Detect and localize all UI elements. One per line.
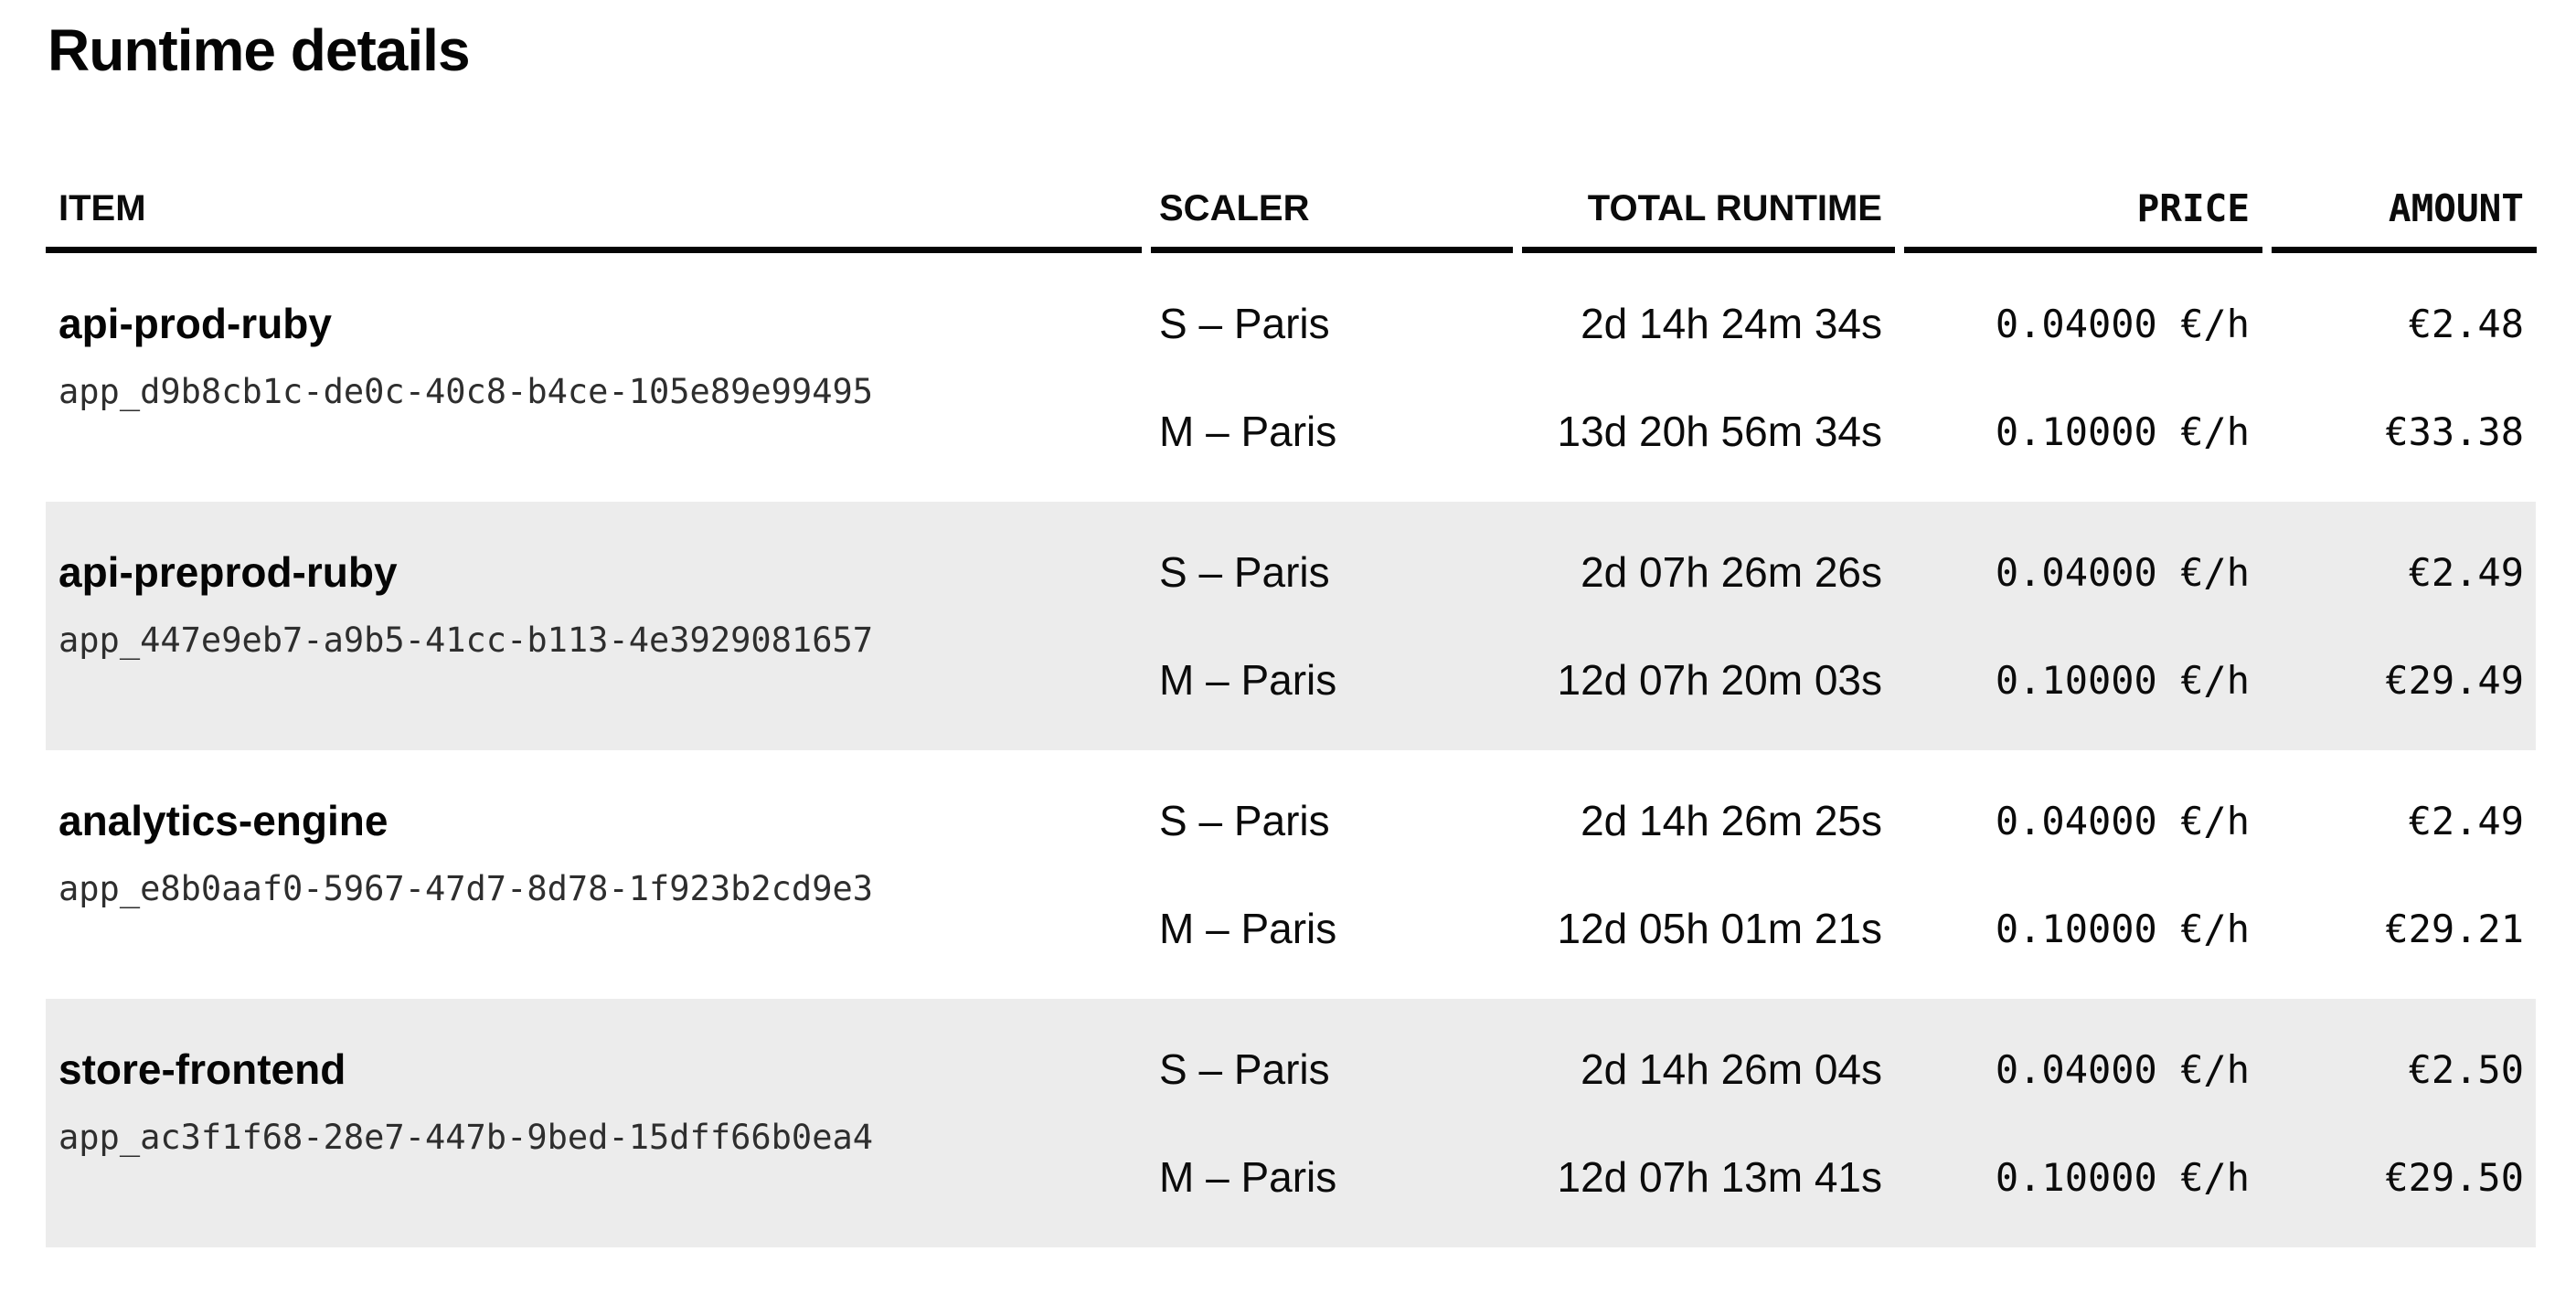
price-cell: 0.10000 €/h bbox=[1995, 1154, 2250, 1200]
scaler-cell: S – Paris bbox=[1159, 1045, 1330, 1093]
column-header-amount: AMOUNT bbox=[2272, 190, 2537, 253]
app-id: app_447e9eb7-a9b5-41cc-b113-4e3929081657 bbox=[59, 620, 874, 660]
item-cell bbox=[46, 518, 1142, 734]
column-header-item: ITEM bbox=[46, 190, 1142, 253]
scaler-cell: M – Paris bbox=[1159, 408, 1337, 455]
app-name: api-prod-ruby bbox=[59, 300, 332, 347]
scaler-line-row bbox=[1151, 626, 2537, 734]
price-cell: 0.10000 €/h bbox=[1995, 657, 2250, 703]
app-name: store-frontend bbox=[59, 1045, 346, 1093]
scaler-lines bbox=[1151, 767, 2537, 982]
total-runtime-cell: 2d 14h 24m 34s bbox=[1581, 300, 1882, 347]
table-body bbox=[46, 253, 2536, 1247]
scaler-cell: S – Paris bbox=[1159, 548, 1330, 596]
total-runtime-cell: 13d 20h 56m 34s bbox=[1557, 408, 1882, 455]
item-cell bbox=[46, 270, 1142, 485]
price-cell: 0.04000 €/h bbox=[1995, 1046, 2250, 1092]
scaler-lines bbox=[1151, 518, 2537, 734]
app-group-row bbox=[46, 750, 2536, 999]
amount-cell: €2.50 bbox=[2408, 1046, 2524, 1092]
amount-cell: €2.49 bbox=[2408, 549, 2524, 595]
scaler-line-row bbox=[1151, 767, 2537, 875]
scaler-line-row bbox=[1151, 270, 2537, 377]
scaler-line-row bbox=[1151, 875, 2537, 982]
total-runtime-cell: 2d 14h 26m 25s bbox=[1581, 797, 1882, 844]
runtime-details-table bbox=[46, 186, 2536, 1247]
scaler-cell: M – Paris bbox=[1159, 656, 1337, 704]
app-name: analytics-engine bbox=[59, 797, 389, 844]
app-id: app_e8b0aaf0-5967-47d7-8d78-1f923b2cd9e3 bbox=[59, 869, 874, 908]
column-header-scaler: SCALER bbox=[1151, 190, 1513, 253]
scaler-cell: M – Paris bbox=[1159, 1153, 1337, 1201]
total-runtime-cell: 12d 07h 13m 41s bbox=[1557, 1153, 1882, 1201]
amount-cell: €33.38 bbox=[2385, 408, 2524, 454]
scaler-line-row bbox=[1151, 377, 2537, 485]
table-header-row bbox=[46, 186, 2536, 253]
app-name: api-preprod-ruby bbox=[59, 548, 398, 596]
total-runtime-cell: 12d 07h 20m 03s bbox=[1557, 656, 1882, 704]
amount-cell: €2.49 bbox=[2408, 798, 2524, 843]
scaler-line-row bbox=[1151, 1123, 2537, 1231]
column-header-price: PRICE bbox=[1904, 190, 2262, 253]
total-runtime-cell: 2d 14h 26m 04s bbox=[1581, 1045, 1882, 1093]
item-cell bbox=[46, 1015, 1142, 1231]
amount-cell: €2.48 bbox=[2408, 301, 2524, 346]
total-runtime-cell: 12d 05h 01m 21s bbox=[1557, 905, 1882, 952]
app-id: app_ac3f1f68-28e7-447b-9bed-15dff66b0ea4 bbox=[59, 1118, 874, 1157]
scaler-line-row bbox=[1151, 518, 2537, 626]
price-cell: 0.04000 €/h bbox=[1995, 798, 2250, 843]
price-cell: 0.04000 €/h bbox=[1995, 301, 2250, 346]
page-title: Runtime details bbox=[48, 17, 470, 83]
scaler-line-row bbox=[1151, 1015, 2537, 1123]
scaler-cell: M – Paris bbox=[1159, 905, 1337, 952]
price-cell: 0.10000 €/h bbox=[1995, 408, 2250, 454]
scaler-cell: S – Paris bbox=[1159, 300, 1330, 347]
column-header-total-runtime: TOTAL RUNTIME bbox=[1522, 190, 1895, 253]
item-cell bbox=[46, 767, 1142, 982]
price-cell: 0.10000 €/h bbox=[1995, 906, 2250, 951]
amount-cell: €29.21 bbox=[2385, 906, 2524, 951]
app-id: app_d9b8cb1c-de0c-40c8-b4ce-105e89e99495 bbox=[59, 372, 874, 411]
amount-cell: €29.50 bbox=[2385, 1154, 2524, 1200]
scaler-lines bbox=[1151, 270, 2537, 485]
total-runtime-cell: 2d 07h 26m 26s bbox=[1581, 548, 1882, 596]
app-group-row bbox=[46, 502, 2536, 750]
scaler-lines bbox=[1151, 1015, 2537, 1231]
scaler-cell: S – Paris bbox=[1159, 797, 1330, 844]
price-cell: 0.04000 €/h bbox=[1995, 549, 2250, 595]
amount-cell: €29.49 bbox=[2385, 657, 2524, 703]
app-group-row bbox=[46, 999, 2536, 1247]
app-group-row bbox=[46, 253, 2536, 502]
